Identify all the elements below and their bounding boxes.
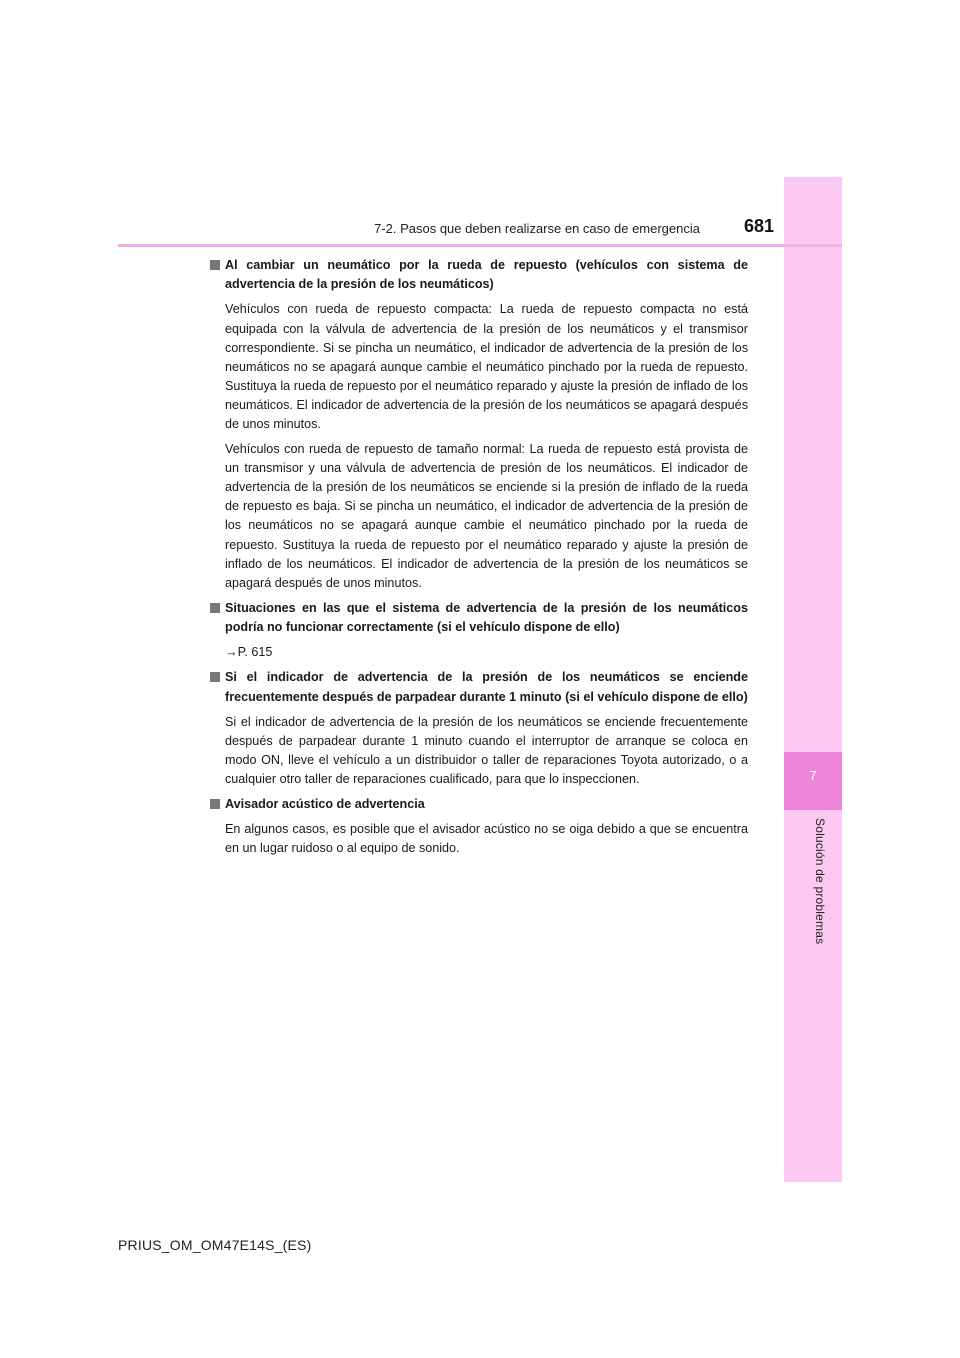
square-bullet-icon: [210, 603, 220, 613]
section-heading: [208, 599, 748, 637]
section-malfunction-situations: [208, 599, 748, 663]
paragraph: En algunos casos, es posible que el avisador acústico no se oiga debido a que se encuentra en un lugar ruidoso o al equipo de sonido.: [225, 822, 748, 856]
header-section-title: 7-2. Pasos que deben realizarse en caso de emergencia: [374, 221, 700, 236]
side-tab: [784, 177, 842, 1182]
section-heading-text: Situaciones en las que el sistema de advertencia de la presión de los neumáticos podría no funcionar correctamente (si el vehículo dispone de ello): [225, 600, 748, 635]
header-rule: [118, 244, 842, 247]
section-heading: [208, 256, 748, 294]
section-heading: [208, 795, 748, 814]
page-content: [208, 256, 748, 864]
section-indicator-frequent: [208, 668, 748, 789]
chapter-number: 7: [809, 768, 817, 783]
chapter-title: Solución de problemas: [813, 818, 827, 945]
page-number: 681: [743, 216, 774, 236]
footer-doc-code: PRIUS_OM_OM47E14S_(ES): [118, 1237, 312, 1253]
paragraph: Vehículos con rueda de repuesto de tamaño normal: La rueda de repuesto está provista de un transmisor y una válvula de advertencia de presión de los neumáticos. El indicador de advertencia de la presión de los neumáticos se enciende si la presión de inflado de la rueda de repuesto es baja. Si se pincha un neumático, el indicador de advertencia de la presión de los neumáticos no se apagará aunque cambie el neumático pinchado por la rueda de repuesto. Sustituya la rueda de repuesto por el neumático reparado y ajuste la presión de inflado de los neumáticos. El indicador de advertencia de la presión de los neumáticos se apagará después de unos minutos.: [225, 442, 748, 590]
section-heading: [208, 668, 748, 706]
chapter-box: [784, 752, 842, 810]
section-heading-text: Si el indicador de advertencia de la presión de los neumáticos se enciende frecuentemente después de parpadear durante 1 minuto (si el vehículo dispone de ello): [225, 670, 748, 704]
square-bullet-icon: [210, 260, 220, 270]
square-bullet-icon: [210, 672, 220, 682]
section-heading-text: Avisador acústico de advertencia: [225, 797, 425, 812]
paragraph: Vehículos con rueda de repuesto compacta: La rueda de repuesto compacta no está equipada con la válvula de advertencia de la presión de los neumáticos y el transmisor correspondiente. Si se pincha un neumático, el indicador de advertencia de la presión de los neumáticos no se apagará aunque cambie el neumático pinchado por la rueda de repuesto. Sustituya la rueda de repuesto por el neumático reparado y ajuste la presión de inflado de los neumáticos. El indicador de advertencia de la presión de los neumáticos se apagará después de unos minutos.: [225, 302, 748, 431]
square-bullet-icon: [210, 799, 220, 809]
section-tire-change: [208, 256, 748, 593]
page-reference-link[interactable]: →P. 615: [225, 645, 273, 660]
paragraph: Si el indicador de advertencia de la presión de los neumáticos se enciende frecuentemente después de parpadear durante 1 minuto cuando el interruptor de arranque se coloca en modo ON, lleve el vehículo a un distribuidor o taller de reparaciones Toyota autorizado, o a cualquier otro taller de reparaciones cualificado, para que lo inspeccionen.: [225, 714, 748, 786]
section-heading-text: Al cambiar un neumático por la rueda de repuesto (vehículos con sistema de advertencia de la presión de los neumáticos): [225, 258, 748, 292]
section-warning-buzzer: [208, 795, 748, 858]
